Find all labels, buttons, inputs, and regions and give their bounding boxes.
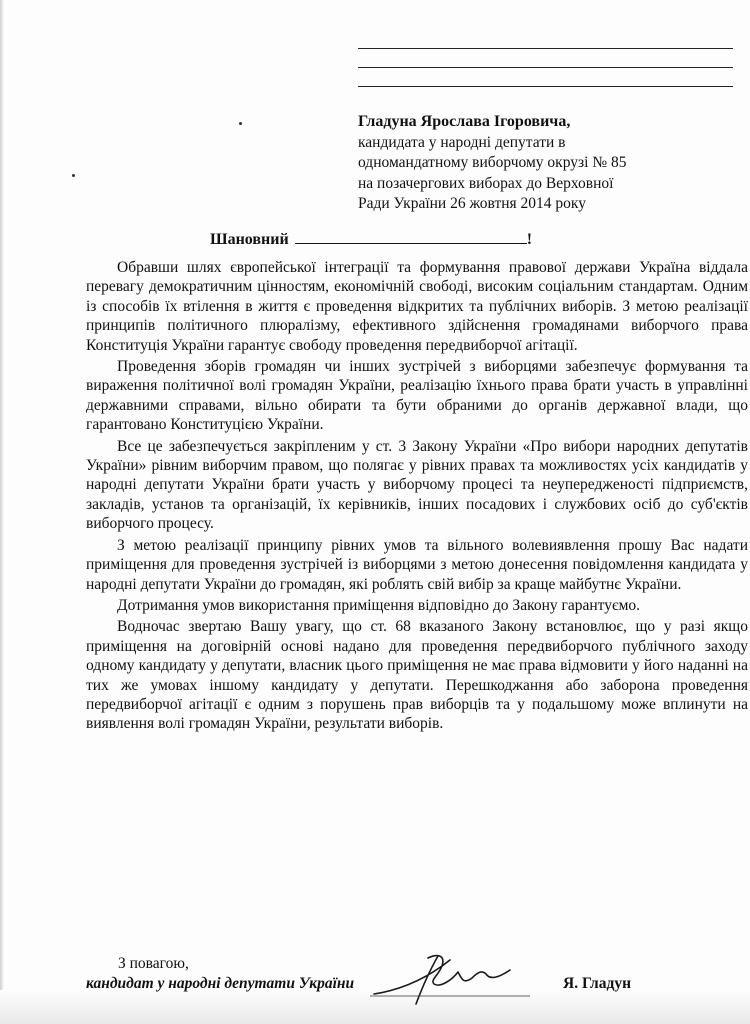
paragraph: З метою реалізації принципу рівних умов та вільного волевиявлення прошу Вас надати приміщення для проведення зустрічей із виборцями з метою донесення повідомлення кандидата у народні депутати України до громадян, які роблять свій вибір за краще майбутнє України.: [86, 536, 748, 593]
paragraph: Проведення зборів громадян чи інших зустрічей з виборцями забезпечує формування та вираження політичної волі громадян України, реалізацію їхнього права брати участь в управлінні державними справами, вільно обирати та бути обраними до органів державної влади, що гарантовано Конституцією України.: [86, 358, 748, 434]
addressee-line: [358, 48, 733, 49]
greeting-prefix: Шановний: [210, 231, 289, 248]
sender-line: Ради України 26 жовтня 2014 року: [358, 195, 586, 212]
sender-name: Гладуна Ярослава Ігоровича,: [358, 113, 571, 130]
paragraph: Водночас звертаю Вашу увагу, що ст. 68 вказаного Закону встановлює, що у разі якщо приміщення на договірній основі надано для проведення передвиборчого публічного заходу одному кандидату у депутати, власник цього приміщення не має права відмовити у його наданні на тих же умовах іншому кандидату у депутати. Перешкоджання або заборона проведення передвиборчої агітації є одним з порушень прав виборців та у подальшому може вплинути на виявлення волі громадян України, результати виборів.: [86, 618, 748, 733]
signer-title: кандидат у народні депутати України: [86, 975, 355, 992]
paragraph: Все це забезпечується закріпленим у ст. 3 Закону України «Про вибори народних депутатів України» рівним виборчим правом, що полягає у рівних правах та можливостях усіх кандидатів у народні депутати України брати участь у виборчому процесі та неупередженості підприємств, закладів, установ та організацій, їх керівників, інших посадових і службових осіб до суб'єктів виборчого процесу.: [86, 437, 748, 533]
greeting: [210, 229, 532, 249]
scan-edge: [0, 0, 4, 1024]
greeting-suffix: !: [526, 231, 533, 248]
signature: [370, 950, 530, 1008]
paragraph: Обравши шлях європейської інтеграції та формування правової держави Україна віддала перевагу демократичним цінностям, економічній свободі, високим соціальним стандартам. Одним із способів їх втілення в життя є проведення відкритих та публічних виборів. З метою реалізації принципів політичного плюралізму, ефективного здійснення громадянами виборчого права Конституція України гарантує свободу проведення передвиборчої агітації.: [86, 259, 748, 354]
addressee-line: [358, 67, 733, 68]
addressee-blank-lines: [358, 48, 733, 105]
scan-speck: [239, 122, 242, 125]
greeting-blank: [295, 229, 527, 244]
closing: З повагою,: [118, 955, 189, 972]
sender-line: одномандатному виборчому окрузі № 85: [358, 154, 627, 171]
sender-line: кандидата у народні депутати в: [358, 133, 566, 151]
signer-name: Я. Гладун: [563, 975, 632, 992]
addressee-line: [358, 86, 733, 87]
sender-block: [358, 112, 738, 215]
sender-line: на позачергових виборах до Верховної: [358, 174, 614, 192]
scan-speck: [72, 174, 75, 177]
letter-body: [86, 258, 748, 736]
paragraph: Дотримання умов використання приміщення відповідно до Закону гарантуємо.: [117, 596, 641, 614]
